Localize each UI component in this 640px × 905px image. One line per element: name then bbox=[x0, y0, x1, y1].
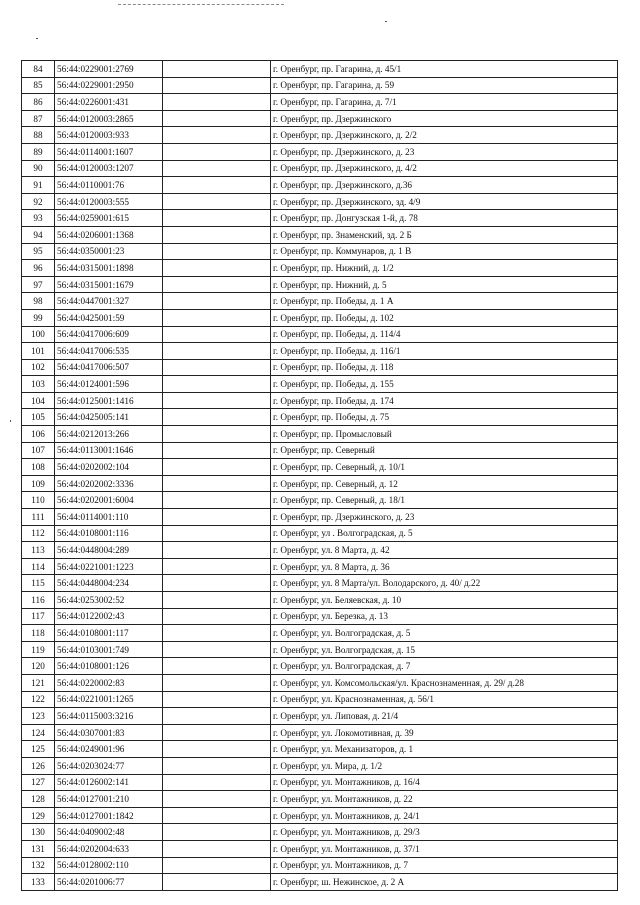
address: г. Оренбург, пр. Северный, д. 18/1 bbox=[271, 492, 618, 509]
row-number: 112 bbox=[22, 525, 55, 542]
blank-cell bbox=[163, 492, 271, 509]
address: г. Оренбург, ул. Краснознаменная, д. 56/1 bbox=[271, 691, 618, 708]
table-row bbox=[22, 243, 618, 260]
blank-cell bbox=[163, 575, 271, 592]
row-number: 115 bbox=[22, 575, 55, 592]
table-row bbox=[22, 625, 618, 642]
blank-cell bbox=[163, 243, 271, 260]
row-number: 127 bbox=[22, 774, 55, 791]
blank-cell bbox=[163, 143, 271, 160]
address: г. Оренбург, пр. Гагарина, д. 7/1 bbox=[271, 94, 618, 111]
table-row bbox=[22, 409, 618, 426]
table-row bbox=[22, 807, 618, 824]
address: г. Оренбург, ул. Мира, д. 1/2 bbox=[271, 757, 618, 774]
table-row bbox=[22, 658, 618, 675]
cadastral-number: 56:44:0220002:83 bbox=[55, 674, 163, 691]
blank-cell bbox=[163, 160, 271, 177]
cadastral-number: 56:44:0315001:1679 bbox=[55, 276, 163, 293]
table-row bbox=[22, 210, 618, 227]
row-number: 92 bbox=[22, 193, 55, 210]
row-number: 109 bbox=[22, 475, 55, 492]
address: г. Оренбург, ул. Монтажников, д. 7 bbox=[271, 857, 618, 874]
cadastral-number: 56:44:0447001:327 bbox=[55, 293, 163, 310]
table-row bbox=[22, 359, 618, 376]
table-row bbox=[22, 592, 618, 609]
row-number: 131 bbox=[22, 840, 55, 857]
blank-cell bbox=[163, 824, 271, 841]
row-number: 121 bbox=[22, 674, 55, 691]
cadastral-number: 56:44:0315001:1898 bbox=[55, 260, 163, 277]
table-row bbox=[22, 757, 618, 774]
row-number: 108 bbox=[22, 459, 55, 476]
row-number: 107 bbox=[22, 442, 55, 459]
table-body bbox=[22, 61, 618, 891]
cadastral-number: 56:44:0110001:76 bbox=[55, 177, 163, 194]
blank-cell bbox=[163, 226, 271, 243]
cadastral-number: 56:44:0202002:3336 bbox=[55, 475, 163, 492]
table-row bbox=[22, 226, 618, 243]
blank-cell bbox=[163, 641, 271, 658]
blank-cell bbox=[163, 542, 271, 559]
cadastral-number: 56:44:0202004:633 bbox=[55, 840, 163, 857]
address: г. Оренбург, пр. Нижний, д. 5 bbox=[271, 276, 618, 293]
blank-cell bbox=[163, 293, 271, 310]
blank-cell bbox=[163, 442, 271, 459]
table-row bbox=[22, 674, 618, 691]
cadastral-number: 56:44:0127001:1842 bbox=[55, 807, 163, 824]
row-number: 94 bbox=[22, 226, 55, 243]
cadastral-number: 56:44:0253002:52 bbox=[55, 592, 163, 609]
address: г. Оренбург, пр. Победы, д. 118 bbox=[271, 359, 618, 376]
cadastral-number: 56:44:0125001:1416 bbox=[55, 392, 163, 409]
blank-cell bbox=[163, 857, 271, 874]
cadastral-number: 56:44:0221001:1223 bbox=[55, 558, 163, 575]
cadastral-number: 56:44:0114001:110 bbox=[55, 509, 163, 526]
cadastral-number: 56:44:0113001:1646 bbox=[55, 442, 163, 459]
address: г. Оренбург, пр. Нижний, д. 1/2 bbox=[271, 260, 618, 277]
address: г. Оренбург, ул. Монтажников, д. 22 bbox=[271, 791, 618, 808]
address: г. Оренбург, ул. Комсомольская/ул. Краснознаменная, д. 29/ д.28 bbox=[271, 674, 618, 691]
address: г. Оренбург, пр. Северный bbox=[271, 442, 618, 459]
blank-cell bbox=[163, 193, 271, 210]
address: г. Оренбург, ул. Волгоградская, д. 15 bbox=[271, 641, 618, 658]
row-number: 87 bbox=[22, 110, 55, 127]
cadastral-number: 56:44:0108001:126 bbox=[55, 658, 163, 675]
blank-cell bbox=[163, 110, 271, 127]
row-number: 85 bbox=[22, 77, 55, 94]
row-number: 120 bbox=[22, 658, 55, 675]
blank-cell bbox=[163, 691, 271, 708]
blank-cell bbox=[163, 260, 271, 277]
cadastral-number: 56:44:0417006:535 bbox=[55, 343, 163, 360]
row-number: 105 bbox=[22, 409, 55, 426]
address: г. Оренбург, ул. Локомотивная, д. 39 bbox=[271, 724, 618, 741]
table-row bbox=[22, 608, 618, 625]
blank-cell bbox=[163, 392, 271, 409]
table-row bbox=[22, 475, 618, 492]
address: г. Оренбург, пр. Победы, д. 155 bbox=[271, 376, 618, 393]
cadastral-number: 56:44:0212013:266 bbox=[55, 426, 163, 443]
scan-top-line bbox=[118, 4, 284, 6]
table-row bbox=[22, 525, 618, 542]
row-number: 123 bbox=[22, 708, 55, 725]
blank-cell bbox=[163, 558, 271, 575]
scan-speck bbox=[385, 21, 387, 22]
table-row bbox=[22, 376, 618, 393]
cadastral-number: 56:44:0425005:141 bbox=[55, 409, 163, 426]
address: г. Оренбург, ул. Механизаторов, д. 1 bbox=[271, 741, 618, 758]
table-row bbox=[22, 641, 618, 658]
blank-cell bbox=[163, 276, 271, 293]
address: г. Оренбург, ул. Монтажников, д. 24/1 bbox=[271, 807, 618, 824]
address: г. Оренбург, ул. 8 Марта, д. 42 bbox=[271, 542, 618, 559]
row-number: 133 bbox=[22, 874, 55, 891]
cadastral-number: 56:44:0229001:2769 bbox=[55, 61, 163, 78]
row-number: 103 bbox=[22, 376, 55, 393]
table-row bbox=[22, 143, 618, 160]
address: г. Оренбург, ул. Березка, д. 13 bbox=[271, 608, 618, 625]
row-number: 93 bbox=[22, 210, 55, 227]
row-number: 119 bbox=[22, 641, 55, 658]
address: г. Оренбург, пр. Северный, д. 10/1 bbox=[271, 459, 618, 476]
address: г. Оренбург, ул. Монтажников, д. 37/1 bbox=[271, 840, 618, 857]
address: г. Оренбург, пр. Дзержинского, д. 23 bbox=[271, 143, 618, 160]
row-number: 98 bbox=[22, 293, 55, 310]
table-row bbox=[22, 708, 618, 725]
blank-cell bbox=[163, 127, 271, 144]
cadastral-number: 56:44:0202002:104 bbox=[55, 459, 163, 476]
address: г. Оренбург, ул. Монтажников, д. 16/4 bbox=[271, 774, 618, 791]
table-row bbox=[22, 309, 618, 326]
table-row bbox=[22, 542, 618, 559]
address: г. Оренбург, пр. Северный, д. 12 bbox=[271, 475, 618, 492]
address: г. Оренбург, пр. Гагарина, д. 45/1 bbox=[271, 61, 618, 78]
row-number: 132 bbox=[22, 857, 55, 874]
cadastral-number: 56:44:0120003:555 bbox=[55, 193, 163, 210]
address: г. Оренбург, ул. Волгоградская, д. 7 bbox=[271, 658, 618, 675]
row-number: 113 bbox=[22, 542, 55, 559]
row-number: 96 bbox=[22, 260, 55, 277]
row-number: 130 bbox=[22, 824, 55, 841]
row-number: 88 bbox=[22, 127, 55, 144]
blank-cell bbox=[163, 874, 271, 891]
blank-cell bbox=[163, 475, 271, 492]
cadastral-number: 56:44:0226001:431 bbox=[55, 94, 163, 111]
row-number: 124 bbox=[22, 724, 55, 741]
row-number: 110 bbox=[22, 492, 55, 509]
blank-cell bbox=[163, 625, 271, 642]
row-number: 86 bbox=[22, 94, 55, 111]
row-number: 91 bbox=[22, 177, 55, 194]
address: г. Оренбург, ул. Липовая, д. 21/4 bbox=[271, 708, 618, 725]
address: г. Оренбург, пр. Промысловый bbox=[271, 426, 618, 443]
row-number: 95 bbox=[22, 243, 55, 260]
table-row bbox=[22, 177, 618, 194]
blank-cell bbox=[163, 807, 271, 824]
cadastral-number: 56:44:0259001:615 bbox=[55, 210, 163, 227]
table-row bbox=[22, 558, 618, 575]
address: г. Оренбург, ул. Волгоградская, д. 5 bbox=[271, 625, 618, 642]
blank-cell bbox=[163, 791, 271, 808]
address: г. Оренбург, ул. 8 Марта, д. 36 bbox=[271, 558, 618, 575]
blank-cell bbox=[163, 658, 271, 675]
blank-cell bbox=[163, 177, 271, 194]
row-number: 114 bbox=[22, 558, 55, 575]
row-number: 128 bbox=[22, 791, 55, 808]
cadastral-number: 56:44:0425001:59 bbox=[55, 309, 163, 326]
address: г. Оренбург, ул. 8 Марта/ул. Володарского, д. 40/ д.22 bbox=[271, 575, 618, 592]
blank-cell bbox=[163, 459, 271, 476]
row-number: 117 bbox=[22, 608, 55, 625]
cadastral-number: 56:44:0128002:110 bbox=[55, 857, 163, 874]
row-number: 125 bbox=[22, 741, 55, 758]
address: г. Оренбург, пр. Дзержинского bbox=[271, 110, 618, 127]
address: г. Оренбург, ул. Монтажников, д. 29/3 bbox=[271, 824, 618, 841]
address: г. Оренбург, ш. Нежинское, д. 2 А bbox=[271, 874, 618, 891]
row-number: 90 bbox=[22, 160, 55, 177]
table-row bbox=[22, 824, 618, 841]
blank-cell bbox=[163, 608, 271, 625]
address: г. Оренбург, пр. Победы, д. 102 bbox=[271, 309, 618, 326]
table-row bbox=[22, 857, 618, 874]
blank-cell bbox=[163, 94, 271, 111]
address: г. Оренбург, пр. Коммунаров, д. 1 В bbox=[271, 243, 618, 260]
table-row bbox=[22, 575, 618, 592]
blank-cell bbox=[163, 757, 271, 774]
table-row bbox=[22, 61, 618, 78]
table-row bbox=[22, 874, 618, 891]
cadastral-number: 56:44:0120003:933 bbox=[55, 127, 163, 144]
row-number: 102 bbox=[22, 359, 55, 376]
table-row bbox=[22, 459, 618, 476]
table-row bbox=[22, 94, 618, 111]
cadastral-number: 56:44:0126002:141 bbox=[55, 774, 163, 791]
table-row bbox=[22, 160, 618, 177]
table-row bbox=[22, 791, 618, 808]
address: г. Оренбург, пр. Победы, д. 1 А bbox=[271, 293, 618, 310]
cadastral-number: 56:44:0120003:1207 bbox=[55, 160, 163, 177]
table-row bbox=[22, 691, 618, 708]
blank-cell bbox=[163, 741, 271, 758]
table-row bbox=[22, 492, 618, 509]
cadastral-register-table bbox=[21, 60, 618, 891]
row-number: 104 bbox=[22, 392, 55, 409]
table-row bbox=[22, 343, 618, 360]
table-row bbox=[22, 326, 618, 343]
table-row bbox=[22, 276, 618, 293]
cadastral-number: 56:44:0108001:117 bbox=[55, 625, 163, 642]
table-row bbox=[22, 127, 618, 144]
table-row bbox=[22, 724, 618, 741]
blank-cell bbox=[163, 326, 271, 343]
address: г. Оренбург, пр. Донгузская 1-й, д. 78 bbox=[271, 210, 618, 227]
blank-cell bbox=[163, 77, 271, 94]
cadastral-number: 56:44:0448004:234 bbox=[55, 575, 163, 592]
address: г. Оренбург, ул. Беляевская, д. 10 bbox=[271, 592, 618, 609]
row-number: 118 bbox=[22, 625, 55, 642]
cadastral-number: 56:44:0206001:1368 bbox=[55, 226, 163, 243]
cadastral-number: 56:44:0127001:210 bbox=[55, 791, 163, 808]
row-number: 122 bbox=[22, 691, 55, 708]
table-row bbox=[22, 392, 618, 409]
blank-cell bbox=[163, 309, 271, 326]
address: г. Оренбург, пр. Победы, д. 116/1 bbox=[271, 343, 618, 360]
cadastral-number: 56:44:0229001:2950 bbox=[55, 77, 163, 94]
cadastral-number: 56:44:0108001:116 bbox=[55, 525, 163, 542]
row-number: 111 bbox=[22, 509, 55, 526]
blank-cell bbox=[163, 509, 271, 526]
cadastral-number: 56:44:0115003:3216 bbox=[55, 708, 163, 725]
blank-cell bbox=[163, 774, 271, 791]
row-number: 129 bbox=[22, 807, 55, 824]
blank-cell bbox=[163, 210, 271, 227]
cadastral-number: 56:44:0417006:609 bbox=[55, 326, 163, 343]
row-number: 106 bbox=[22, 426, 55, 443]
blank-cell bbox=[163, 674, 271, 691]
blank-cell bbox=[163, 343, 271, 360]
row-number: 97 bbox=[22, 276, 55, 293]
cadastral-number: 56:44:0203024:77 bbox=[55, 757, 163, 774]
cadastral-number: 56:44:0307001:83 bbox=[55, 724, 163, 741]
address: г. Оренбург, пр. Гагарина, д. 59 bbox=[271, 77, 618, 94]
address: г. Оренбург, пр. Дзержинского, д. 4/2 bbox=[271, 160, 618, 177]
table-row bbox=[22, 77, 618, 94]
blank-cell bbox=[163, 376, 271, 393]
blank-cell bbox=[163, 359, 271, 376]
address: г. Оренбург, пр. Дзержинского, зд. 4/9 bbox=[271, 193, 618, 210]
cadastral-number: 56:44:0409002:48 bbox=[55, 824, 163, 841]
blank-cell bbox=[163, 426, 271, 443]
cadastral-number: 56:44:0120003:2865 bbox=[55, 110, 163, 127]
table-row bbox=[22, 260, 618, 277]
row-number: 116 bbox=[22, 592, 55, 609]
scan-speck bbox=[36, 38, 38, 39]
row-number: 89 bbox=[22, 143, 55, 160]
cadastral-number: 56:44:0103001:749 bbox=[55, 641, 163, 658]
cadastral-number: 56:44:0448004:289 bbox=[55, 542, 163, 559]
table-row bbox=[22, 774, 618, 791]
row-number: 101 bbox=[22, 343, 55, 360]
address: г. Оренбург, пр. Победы, д. 174 bbox=[271, 392, 618, 409]
address: г. Оренбург, ул . Волгоградская, д. 5 bbox=[271, 525, 618, 542]
blank-cell bbox=[163, 708, 271, 725]
cadastral-number: 56:44:0122002:43 bbox=[55, 608, 163, 625]
blank-cell bbox=[163, 409, 271, 426]
blank-cell bbox=[163, 61, 271, 78]
address: г. Оренбург, пр. Знаменский, зд. 2 Б bbox=[271, 226, 618, 243]
cadastral-number: 56:44:0201006:77 bbox=[55, 874, 163, 891]
table-row bbox=[22, 840, 618, 857]
row-number: 126 bbox=[22, 757, 55, 774]
blank-cell bbox=[163, 525, 271, 542]
table-row bbox=[22, 509, 618, 526]
table-row bbox=[22, 293, 618, 310]
row-number: 84 bbox=[22, 61, 55, 78]
blank-cell bbox=[163, 840, 271, 857]
cadastral-number: 56:44:0202001:6004 bbox=[55, 492, 163, 509]
table-row bbox=[22, 741, 618, 758]
blank-cell bbox=[163, 724, 271, 741]
address: г. Оренбург, пр. Дзержинского, д. 2/2 bbox=[271, 127, 618, 144]
cadastral-number: 56:44:0249001:96 bbox=[55, 741, 163, 758]
blank-cell bbox=[163, 592, 271, 609]
address: г. Оренбург, пр. Победы, д. 75 bbox=[271, 409, 618, 426]
cadastral-number: 56:44:0417006:507 bbox=[55, 359, 163, 376]
table-row bbox=[22, 426, 618, 443]
address: г. Оренбург, пр. Победы, д. 114/4 bbox=[271, 326, 618, 343]
scan-speck bbox=[10, 420, 11, 422]
cadastral-number: 56:44:0221001:1265 bbox=[55, 691, 163, 708]
table-row bbox=[22, 110, 618, 127]
row-number: 99 bbox=[22, 309, 55, 326]
cadastral-number: 56:44:0124001:596 bbox=[55, 376, 163, 393]
table-row bbox=[22, 193, 618, 210]
row-number: 100 bbox=[22, 326, 55, 343]
address: г. Оренбург, пр. Дзержинского, д.36 bbox=[271, 177, 618, 194]
cadastral-number: 56:44:0350001:23 bbox=[55, 243, 163, 260]
address: г. Оренбург, пр. Дзержинского, д. 23 bbox=[271, 509, 618, 526]
table-row bbox=[22, 442, 618, 459]
cadastral-number: 56:44:0114001:1607 bbox=[55, 143, 163, 160]
